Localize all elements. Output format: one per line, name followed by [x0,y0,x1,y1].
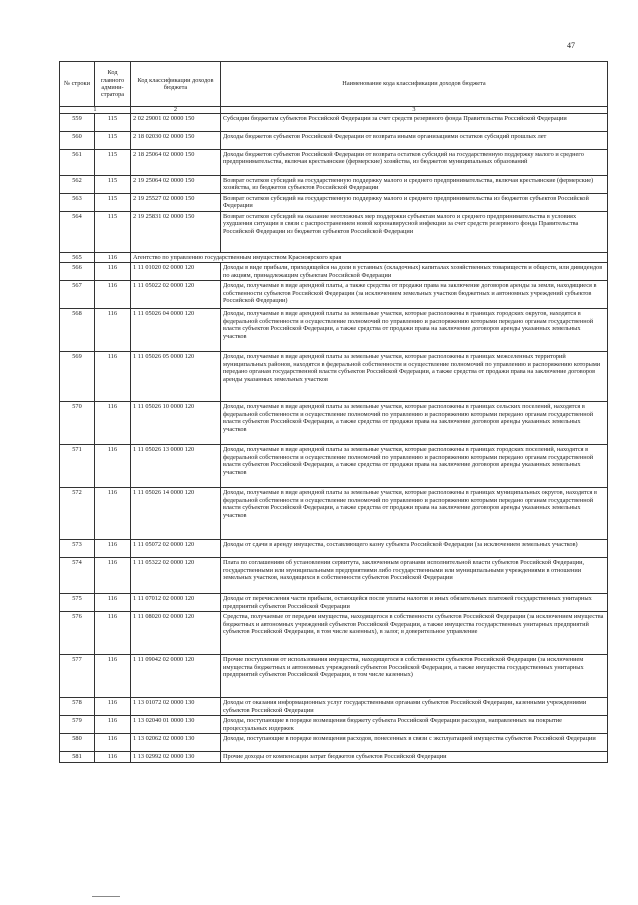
classification-code-cell: 1 11 01020 02 0000 120 [131,263,221,281]
classification-code-cell: 2 18 02030 02 0000 150 [131,132,221,150]
row-number-cell: 580 [60,734,95,752]
row-number-cell: 574 [60,558,95,594]
table-row [60,734,608,752]
row-number-cell: 570 [60,402,95,445]
table-row [60,716,608,734]
row-number-cell: 577 [60,655,95,698]
code-name-cell: Доходы от сдачи в аренду имущества, составляющего казну субъекта Российской Федерации (за исключением земельных участков) [221,540,608,558]
table-row [60,752,608,762]
admin-code-cell: 115 [95,132,131,150]
code-name-cell: Доходы от перечисления части прибыли, остающейся после уплаты налогов и иных обязательных платежей государственных унитарных предприятий субъектов Российской Федерации [221,594,608,612]
classification-code-cell: 1 11 05026 04 0000 120 [131,309,221,352]
admin-code-cell: 115 [95,212,131,253]
table-row [60,612,608,655]
admin-code-cell: 116 [95,558,131,594]
admin-code-cell: 116 [95,734,131,752]
header-classification-code: Код классификации доходов бюджета [131,62,221,107]
row-number-cell: 561 [60,150,95,176]
code-name-cell: Возврат остатков субсидий на оказание неотложных мер поддержки субъектам малого и среднего предпринимательства в условиях ухудшения ситуации в связи с распространением новой коронавирусной инфекции за счет средств резервного фонда Правительства Российской Федерации из бюджетов субъектов Российской Федерации [221,212,608,253]
table-body [60,114,608,763]
code-name-cell: Доходы, получаемые в виде арендной платы за земельные участки, которые расположены в границах межселенных территорий муниципальных районов, находятся в федеральной собственности и осуществление полномочий по управлению и распоряжению которыми передано органам государственной власти субъектов Российской Федерации, а также средства от продажи права на заключение договоров аренды указанных земельных участков [221,352,608,402]
row-number-cell: 565 [60,253,95,263]
page-number: 47 [567,41,575,50]
row-number-cell: 578 [60,698,95,716]
code-name-cell: Доходы, получаемые в виде арендной платы, а также средства от продажи права на заключение договоров аренды за земли, находящиеся в собственности субъектов Российской Федерации (за исключением земельных участков бюджетных и автономных учреждений субъектов Российской Федерации) [221,281,608,309]
header-code-name: Наименование кода классификации доходов бюджета [221,62,608,107]
classification-code-cell: 1 13 02992 02 0000 130 [131,752,221,762]
code-name-cell: Субсидии бюджетам субъектов Российской Федерации за счет средств резервного фонда Правительства Российской Федерации [221,114,608,132]
admin-code-cell: 116 [95,263,131,281]
classification-code-cell: 2 19 25831 02 0000 150 [131,212,221,253]
classification-code-cell: 1 11 05026 13 0000 120 [131,445,221,488]
admin-code-cell: 115 [95,194,131,212]
header-col-number-3: 3 [221,107,608,114]
code-name-cell: Доходы, поступающие в порядке возмещения бюджету субъекта Российской Федерации расходов, направленных на покрытие процессуальных издержек [221,716,608,734]
admin-code-cell: 116 [95,488,131,540]
table-row [60,150,608,176]
header-admin-code: Код главного админи-стратора [95,62,131,107]
code-name-cell: Доходы бюджетов субъектов Российской Федерации от возврата остатков субсидий на государственную поддержку малого и среднего предпринимательства, включая крестьянские (фермерские) хозяйства, из бюджетов муниципальных образований [221,150,608,176]
admin-code-cell: 116 [95,594,131,612]
classification-code-cell: 1 11 05072 02 0000 120 [131,540,221,558]
table-row [60,253,608,263]
code-name-cell: Прочие поступления от использования имущества, находящегося в собственности субъектов Российской Федерации (за исключением имущества бюджетных и автономных учреждений субъектов Российской Федерации, а также имущества государственных унитарных предприятий субъектов Российской Федерации, в том числе казенных) [221,655,608,698]
row-number-cell: 569 [60,352,95,402]
table-row [60,309,608,352]
admin-code-cell: 115 [95,114,131,132]
code-name-cell: Доходы, получаемые в виде арендной платы за земельные участки, которые расположены в границах городских поселений, находятся в федеральной собственности и осуществление полномочий по управлению и распоряжению которыми передано органам государственной власти субъектов Российской Федерации, а также средства от продажи права на заключение договоров аренды указанных земельных участков [221,445,608,488]
row-number-cell: 573 [60,540,95,558]
admin-code-cell: 116 [95,655,131,698]
table-row [60,132,608,150]
classification-code-cell: 1 13 02062 02 0000 130 [131,734,221,752]
code-name-cell: Плата по соглашениям об установлении сервитута, заключенным органами исполнительной власти субъектов Российской Федерации, государственными или муниципальными предприятиями либо государственными или муниципальными учреждениями в отношении земельных участков, находящихся в собственности субъектов Российской Федерации [221,558,608,594]
row-number-cell: 563 [60,194,95,212]
table-row [60,594,608,612]
admin-code-cell: 116 [95,309,131,352]
table-row [60,114,608,132]
header-col-number-1: 1 [60,107,131,114]
table-row [60,558,608,594]
code-name-cell: Доходы, получаемые в виде арендной платы за земельные участки, которые расположены в границах городских округов, находятся в федеральной собственности и осуществление полномочий по управлению и распоряжению которыми передано органам государственной власти субъектов Российской Федерации, а также средства от продажи права на заключение договоров аренды указанных земельных участков [221,309,608,352]
table-row [60,540,608,558]
code-name-cell: Доходы от оказания информационных услуг государственными органами субъектов Российской Федерации, казенными учреждениями субъектов Российской Федерации [221,698,608,716]
classification-code-cell: 1 11 07012 02 0000 120 [131,594,221,612]
code-name-cell: Возврат остатков субсидий на государственную поддержку малого и среднего предпринимательства, включая крестьянские (фермерские) хозяйства, из бюджетов субъектов Российской Федерации [221,176,608,194]
row-number-cell: 564 [60,212,95,253]
header-col-number-2: 2 [131,107,221,114]
row-number-cell: 566 [60,263,95,281]
table-row [60,176,608,194]
table-row [60,655,608,698]
row-number-cell: 575 [60,594,95,612]
classification-code-cell: 1 11 05026 05 0000 120 [131,352,221,402]
row-number-cell: 560 [60,132,95,150]
admin-code-cell: 115 [95,176,131,194]
code-name-cell: Доходы, получаемые в виде арендной платы за земельные участки, которые расположены в границах сельских поселений, находятся в федеральной собственности и осуществление полномочий по управлению и распоряжению которыми передано органам государственной власти субъектов Российской Федерации, а также средства от продажи права на заключение договоров аренды указанных земельных участков [221,402,608,445]
code-name-cell: Доходы в виде прибыли, приходящейся на доли в уставных (складочных) капиталах хозяйственных товариществ и обществ, или дивидендов по акциям, принадлежащим субъектам Российской Федерации [221,263,608,281]
classification-code-cell: 1 11 05026 14 0000 120 [131,488,221,540]
table-row [60,488,608,540]
admin-code-cell: 116 [95,540,131,558]
admin-code-cell: 116 [95,445,131,488]
table-row [60,445,608,488]
row-number-cell: 579 [60,716,95,734]
table-row [60,263,608,281]
row-number-cell: 568 [60,309,95,352]
classification-code-cell: 2 19 25064 02 0000 150 [131,176,221,194]
admin-code-cell: 116 [95,281,131,309]
classification-code-cell: 1 11 09042 02 0000 120 [131,655,221,698]
admin-code-cell: 116 [95,716,131,734]
income-classification-table [59,61,608,763]
classification-code-cell: 1 11 08020 02 0000 120 [131,612,221,655]
table-row [60,352,608,402]
row-number-cell: 562 [60,176,95,194]
code-name-cell: Доходы, получаемые в виде арендной платы за земельные участки, которые расположены в границах муниципальных округов, находятся в федеральной собственности и осуществление полномочий по управлению и распоряжению которыми передано органам государственной власти субъектов Российской Федерации, а также средства от продажи права на заключение договоров аренды указанных земельных участков [221,488,608,540]
classification-code-cell: 1 13 01072 02 0000 130 [131,698,221,716]
admin-code-cell: 116 [95,253,131,263]
admin-code-cell: 116 [95,352,131,402]
header-row-number: № строки [60,62,95,107]
table-row [60,402,608,445]
table-row [60,281,608,309]
classification-code-cell: 2 02 29001 02 0000 150 [131,114,221,132]
code-name-cell: Прочие доходы от компенсации затрат бюджетов субъектов Российской Федерации [221,752,608,762]
code-name-cell: Возврат остатков субсидий на государственную поддержку малого и среднего предпринимательства из бюджетов субъектов Российской Федерации [221,194,608,212]
classification-code-cell: 1 11 05022 02 0000 120 [131,281,221,309]
table-row [60,212,608,253]
classification-code-cell: 1 13 02040 01 0000 130 [131,716,221,734]
admin-code-cell: 116 [95,402,131,445]
admin-code-cell: 116 [95,612,131,655]
row-number-cell: 572 [60,488,95,540]
footer-divider [92,896,120,897]
code-name-cell: Доходы бюджетов субъектов Российской Федерации от возврата иными организациями остатков субсидий прошлых лет [221,132,608,150]
classification-code-cell: 2 19 25527 02 0000 150 [131,194,221,212]
row-number-cell: 571 [60,445,95,488]
code-name-cell: Доходы, поступающие в порядке возмещения расходов, понесенных в связи с эксплуатацией имущества субъектов Российской Федерации [221,734,608,752]
table-row [60,194,608,212]
row-number-cell: 559 [60,114,95,132]
admin-code-cell: 116 [95,752,131,762]
classification-code-cell: 2 18 25064 02 0000 150 [131,150,221,176]
classification-code-cell: 1 11 05026 10 0000 120 [131,402,221,445]
admin-code-cell: 116 [95,698,131,716]
row-number-cell: 576 [60,612,95,655]
row-number-cell: 567 [60,281,95,309]
row-number-cell: 581 [60,752,95,762]
agency-name-cell: Агентство по управлению государственным имуществом Красноярского края [131,253,608,263]
classification-code-cell: 1 11 05322 02 0000 120 [131,558,221,594]
code-name-cell: Средства, получаемые от передачи имущества, находящегося в собственности субъектов Российской Федерации (за исключением имущества бюджетных и автономных учреждений субъектов Российской Федерации, а также имущества государственных унитарных предприятий субъектов Российской Федерации, в том числе казенных), в залог, в доверительное управление [221,612,608,655]
table-row [60,698,608,716]
admin-code-cell: 115 [95,150,131,176]
